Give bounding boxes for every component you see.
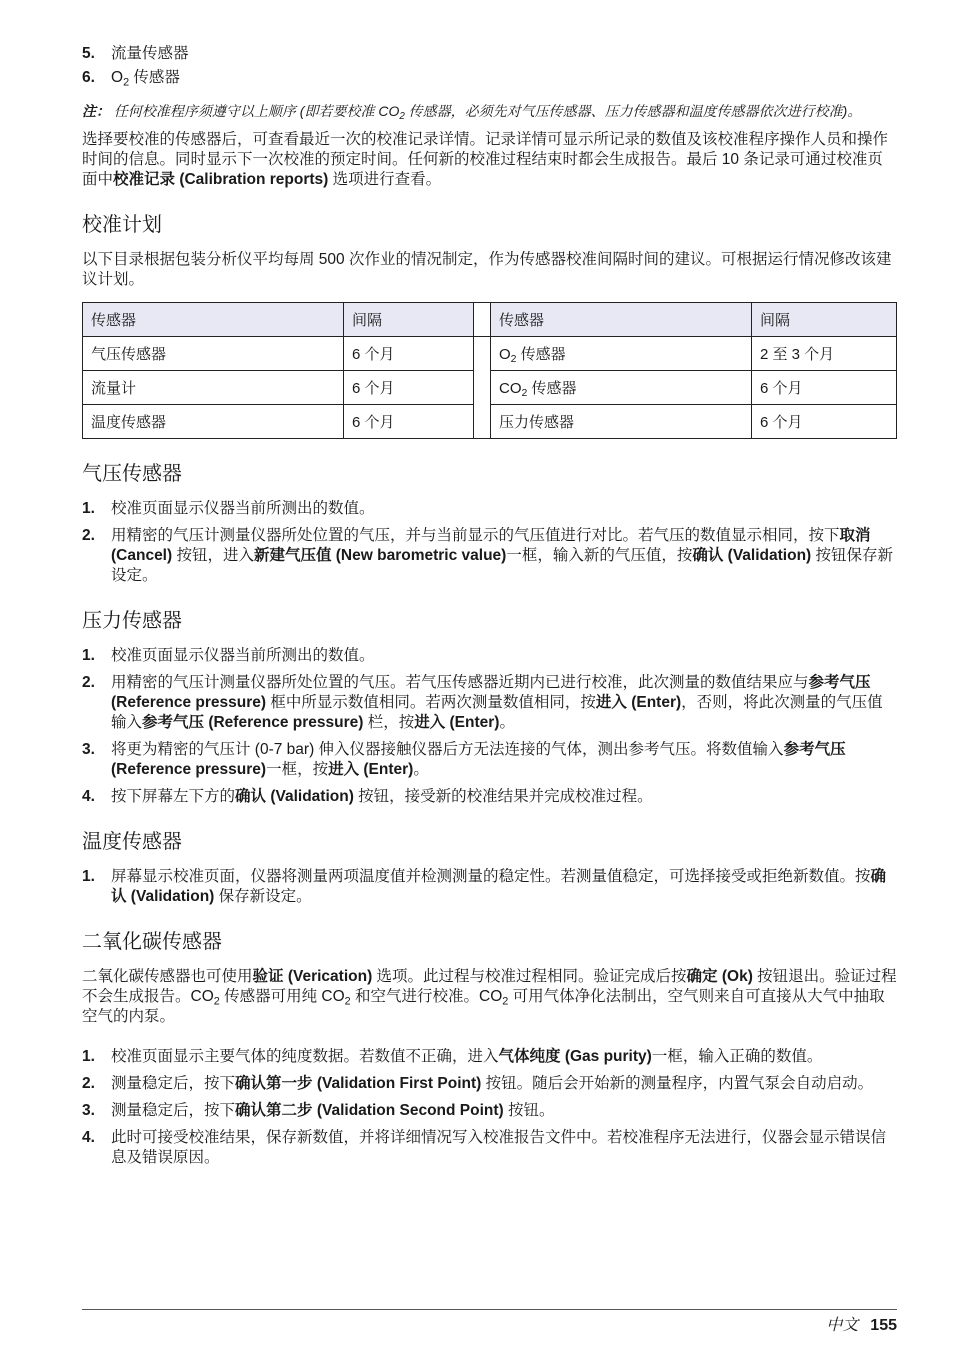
list-number: 1. — [82, 500, 95, 517]
table-gap — [474, 337, 491, 371]
list-item — [82, 499, 897, 519]
list-number: 3. — [82, 1102, 95, 1119]
ui-term: 参考气压 (Reference pressure) — [111, 741, 846, 778]
table-cell: 2 至 3 个月 — [752, 337, 897, 371]
table-cell: 流量计 — [83, 371, 344, 405]
text-fragment: O — [499, 346, 511, 363]
text-fragment: 校准页面显示主要气体的纯度数据。若数值不正确，进入 — [111, 1048, 499, 1065]
list-number: 2. — [82, 1075, 95, 1092]
ui-term: 确定 (Ok) — [686, 968, 753, 985]
ui-term: 进入 (Enter) — [414, 714, 500, 731]
text-fragment: 二氧化碳传感器也可使用 — [82, 968, 253, 985]
ui-term: 确认 (Validation) — [692, 547, 812, 564]
list-text — [111, 68, 897, 88]
list-text — [111, 787, 897, 807]
section-heading-schedule: 校准计划 — [82, 214, 162, 236]
temperature-steps — [82, 867, 897, 907]
list-item — [82, 646, 897, 666]
list-item — [82, 740, 897, 780]
table-cell: 6 个月 — [344, 405, 474, 439]
table-gap — [474, 405, 491, 439]
ui-term: 校准记录 (Calibration reports) — [113, 171, 329, 188]
footer-divider — [82, 1309, 897, 1310]
text-fragment: 选项。此过程与校准过程相同。验证完成后按 — [372, 968, 687, 985]
section-heading-co2: 二氧化碳传感器 — [82, 931, 222, 953]
ui-term: 确认第一步 (Validation First Point) — [235, 1075, 482, 1092]
ui-term: 参考气压 (Reference pressure) — [142, 714, 364, 731]
text-fragment: 可用气体净化法制出，空气则来自可直接从大气中抽取空气的内泵。 — [82, 988, 885, 1025]
list-item — [82, 44, 897, 64]
subscript: 2 — [510, 353, 517, 366]
table-cell: 6 个月 — [752, 371, 897, 405]
list-text — [111, 867, 897, 907]
ui-term: 进入 (Enter) — [328, 761, 414, 778]
list-item — [82, 1074, 897, 1094]
list-number: 1. — [82, 647, 95, 664]
note — [82, 102, 897, 120]
text-fragment: 保存新设定。 — [214, 888, 312, 905]
text-fragment: 将更为精密的气压计 (0-7 bar) 伸入仪器接触仪器后方无法连接的气体，测出参考气压。将数值输入 — [111, 741, 784, 758]
table-cell: 温度传感器 — [83, 405, 344, 439]
subscript: 2 — [344, 995, 351, 1008]
table-row — [83, 337, 897, 371]
ui-term: 验证 (Verication) — [252, 968, 373, 985]
text-fragment: 一框，按 — [266, 761, 329, 778]
list-number: 4. — [82, 788, 95, 805]
text-fragment: 按钮。随后会开始新的测量程序，内置气泵会自动启动。 — [481, 1075, 874, 1092]
list-text — [111, 740, 897, 780]
subscript: 2 — [502, 995, 509, 1008]
table-header: 传感器 — [83, 303, 344, 337]
text-fragment: 传感器 — [527, 380, 577, 397]
list-item — [82, 1128, 897, 1168]
table-gap — [474, 303, 491, 337]
table-row — [83, 371, 897, 405]
list-item — [82, 867, 897, 907]
list-number: 3. — [82, 741, 95, 758]
table-cell: 6 个月 — [344, 371, 474, 405]
list-text — [111, 1101, 897, 1121]
footer-language: 中文 — [826, 1317, 859, 1334]
list-number: 2. — [82, 527, 95, 544]
text-fragment: 用精密的气压计测量仪器所处位置的气压，并与当前显示的气压值进行对比。若气压的数值显示相同，按下 — [111, 527, 840, 544]
text-fragment: 按钮，进入 — [172, 547, 254, 564]
subscript: 2 — [521, 387, 528, 400]
note-text: 任何校准程序须遵守以上顺序 (即若要校准 CO — [110, 103, 400, 119]
list-item — [82, 1047, 897, 1067]
table-row — [83, 405, 897, 439]
text-fragment: 栏，按 — [363, 714, 415, 731]
text-fragment: 。 — [499, 714, 515, 731]
ui-term: 气体纯度 (Gas purity) — [498, 1048, 652, 1065]
ui-term: 取消 (Cancel) — [111, 527, 871, 564]
ui-term: 进入 (Enter) — [595, 694, 682, 711]
note-text: 传感器，必须先对气压传感器、压力传感器和温度传感器依次进行校准)。 — [404, 103, 862, 119]
table-header: 间隔 — [344, 303, 474, 337]
ui-term: 确认 (Validation) — [235, 788, 354, 805]
list-number: 1. — [82, 868, 95, 885]
list-item — [82, 787, 897, 807]
text-fragment: 。 — [413, 761, 429, 778]
subscript: 2 — [399, 110, 405, 122]
page-footer — [826, 1312, 897, 1335]
text-fragment: O — [111, 69, 124, 86]
note-label: 注： — [82, 103, 110, 119]
table-header-row — [83, 303, 897, 337]
table-cell: 6 个月 — [344, 337, 474, 371]
pressure-steps — [82, 646, 897, 807]
text-fragment: 选项进行查看。 — [328, 171, 442, 188]
table-gap — [474, 371, 491, 405]
text-fragment: 选择要校准的传感器后，可查看最近一次的校准记录详情。记录详情可显示所记录的数值及该校准程序操作人员和操作时间的信息。同时显示下一次校准的预定时间。任何新的校准过程结束时都会生成报告。最后 10 条记录可通过校准页面中 — [82, 131, 889, 188]
list-item — [82, 68, 897, 88]
section-heading-pressure: 压力传感器 — [82, 610, 182, 632]
table-cell: 气压传感器 — [83, 337, 344, 371]
table-cell: 6 个月 — [752, 405, 897, 439]
text-fragment: 按下屏幕左下方的 — [111, 788, 236, 805]
text-fragment: 一框，输入新的气压值，按 — [506, 547, 693, 564]
schedule-paragraph: 以下目录根据包装分析仪平均每周 500 次作业的情况制定，作为传感器校准间隔时间的建议。可根据运行情况修改该建议计划。 — [82, 251, 892, 288]
ui-term: 新建气压值 (New barometric value) — [253, 547, 507, 564]
text-fragment: 框中所显示数值相同。若两次测量数值相同，按 — [266, 694, 596, 711]
text-fragment: 测量稳定后，按下 — [111, 1075, 236, 1092]
list-text — [111, 526, 897, 586]
table-cell — [491, 337, 752, 371]
list-text — [111, 1047, 897, 1067]
intro-paragraph — [82, 130, 897, 190]
text-fragment: 传感器 — [129, 69, 180, 86]
subscript: 2 — [213, 995, 220, 1008]
list-item — [82, 526, 897, 586]
text-fragment: CO — [499, 380, 522, 397]
ui-term: 确认 (Validation) — [111, 868, 887, 905]
table-header: 传感器 — [491, 303, 752, 337]
page-number: 155 — [870, 1317, 897, 1334]
table-cell — [491, 405, 752, 439]
schedule-table — [82, 302, 897, 439]
ui-term: 确认第二步 (Validation Second Point) — [235, 1102, 504, 1119]
text-fragment: 压力传感器 — [499, 414, 575, 431]
top-list — [82, 44, 897, 88]
text-fragment: 按钮退出。验证过程不会生成报告。CO — [82, 968, 897, 1005]
list-text — [111, 1074, 897, 1094]
list-text: 校准页面显示仪器当前所测出的数值。 — [111, 647, 375, 664]
list-item — [82, 673, 897, 733]
list-text: 校准页面显示仪器当前所测出的数值。 — [111, 500, 375, 517]
text-fragment: ，否则，将此次测量的气压值输入 — [111, 694, 883, 731]
text-fragment: 测量稳定后，按下 — [111, 1102, 236, 1119]
text-fragment: 和空气进行校准。CO — [350, 988, 503, 1005]
document-page — [82, 44, 897, 1175]
table-header: 间隔 — [752, 303, 897, 337]
text-fragment: 按钮。 — [503, 1102, 555, 1119]
text-fragment: 按钮保存新设定。 — [111, 547, 894, 584]
list-number: 6. — [82, 69, 95, 86]
list-text: 此时可接受校准结果，保存新数值，并将详细情况写入校准报告文件中。若校准程序无法进行，仪器会显示错误信息及错误原因。 — [111, 1129, 887, 1166]
text-fragment: 传感器可用纯 CO — [219, 988, 345, 1005]
ui-term: 参考气压 (Reference pressure) — [111, 674, 871, 711]
text-fragment: 按钮，接受新的校准结果并完成校准过程。 — [353, 788, 653, 805]
co2-steps — [82, 1047, 897, 1168]
section-heading-barometric: 气压传感器 — [82, 463, 182, 485]
list-number: 5. — [82, 45, 95, 62]
text-fragment: 一框，输入正确的数值。 — [651, 1048, 823, 1065]
subscript: 2 — [123, 76, 130, 89]
list-number: 2. — [82, 674, 95, 691]
text-fragment: 传感器 — [516, 346, 566, 363]
list-text — [111, 673, 897, 733]
co2-paragraph — [82, 967, 897, 1027]
list-number: 1. — [82, 1048, 95, 1065]
list-text: 流量传感器 — [111, 45, 189, 62]
text-fragment: 用精密的气压计测量仪器所处位置的气压。若气压传感器近期内已进行校准，此次测量的数值结果应与 — [111, 674, 809, 691]
list-number: 4. — [82, 1129, 95, 1146]
table-cell — [491, 371, 752, 405]
barometric-steps — [82, 499, 897, 586]
section-heading-temperature: 温度传感器 — [82, 831, 182, 853]
list-item — [82, 1101, 897, 1121]
text-fragment: 屏幕显示校准页面，仪器将测量两项温度值并检测测量的稳定性。若测量值稳定，可选择接受或拒绝新数值。按 — [111, 868, 871, 885]
